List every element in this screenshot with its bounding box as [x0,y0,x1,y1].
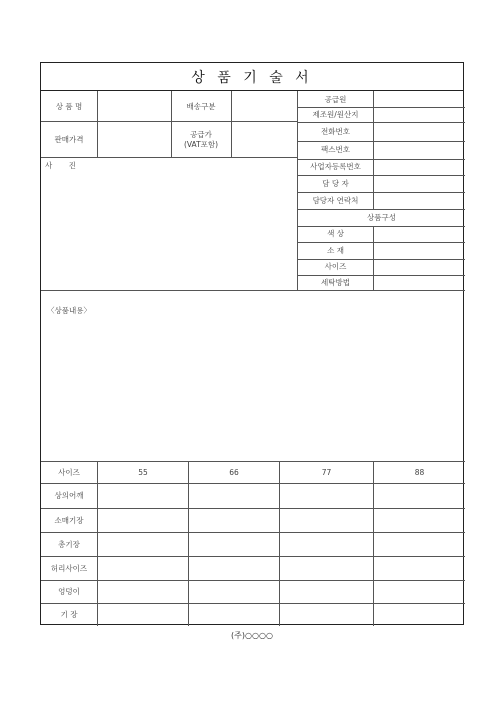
row-label-shoulder: 상의어깨 [54,491,84,501]
supplier-field[interactable] [374,92,465,107]
manager-field[interactable] [374,175,465,192]
supply-price-note: (VAT포함) [183,139,219,149]
origin-label: 제조원/원산지 [312,109,359,119]
supplier-label: 공급원 [324,94,347,104]
size-col-88: 88 [414,467,425,477]
business-no-field[interactable] [374,159,465,175]
row-label-hip: 엉덩이 [58,587,80,597]
origin-field[interactable] [374,107,465,122]
fax-label: 팩스번호 [321,145,350,155]
phone-field[interactable] [374,122,465,141]
size-col-66: 66 [229,467,239,477]
divider [41,290,465,291]
supply-price-field[interactable] [232,122,297,157]
spec-sheet-form [40,62,464,625]
material-field[interactable] [374,242,465,259]
manager-label: 담 당 자 [322,178,349,188]
divider [41,603,465,604]
divider [41,580,465,581]
composition-header: 상품구성 [367,212,396,222]
fax-field[interactable] [374,141,465,159]
photo-label: 사 진 [45,161,76,170]
description-label: 〈상품내용〉 [47,306,91,315]
business-no-label: 사업자등록번호 [310,162,361,172]
size-col-77: 77 [321,467,332,477]
divider [41,508,465,509]
divider [41,483,465,484]
manager-contact-field[interactable] [374,192,465,209]
delivery-type-field[interactable] [232,92,297,121]
price-label: 판매가격 [54,134,84,144]
divider [373,461,374,626]
size-col-55: 55 [138,467,148,477]
row-label-total-length: 총기장 [58,539,80,549]
color-field[interactable] [374,226,465,242]
form-title: 상 품 기 술 서 [41,63,463,91]
delivery-type-label: 배송구분 [186,101,216,111]
wash-label: 세탁방법 [321,277,350,287]
divider [279,461,280,626]
company-footer: (주)○○○○ [231,631,273,640]
description-area[interactable] [41,315,465,460]
size-header-label: 사이즈 [58,467,80,477]
row-label-waist: 허리사이즈 [50,563,88,573]
supply-price-text: 공급가 [190,129,212,139]
photo-area[interactable] [41,158,297,290]
row-label-length: 기 장 [60,610,78,620]
divider [41,532,465,533]
row-label-sleeve: 소매기장 [54,515,84,525]
product-name-label: 상 품 명 [55,101,83,111]
material-label: 소 재 [327,245,344,255]
divider [188,461,189,626]
supply-price-label [171,122,231,157]
wash-field[interactable] [374,275,465,290]
size-field[interactable] [374,259,465,275]
divider [41,556,465,557]
phone-label: 전화번호 [321,126,350,136]
product-name-field[interactable] [98,92,171,121]
price-field[interactable] [98,122,171,157]
divider [97,461,98,626]
manager-contact-label: 담당자 연락처 [312,195,359,205]
color-label: 색 상 [327,229,344,239]
size-label: 사이즈 [324,262,347,272]
